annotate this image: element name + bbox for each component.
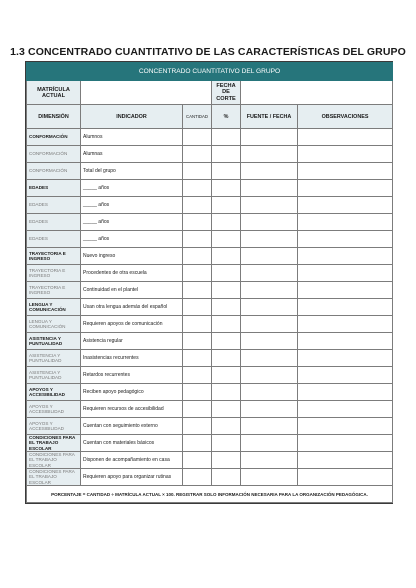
table-row <box>27 299 393 316</box>
dimension-cell: CONDICIONES PARA EL TRABAJO ESCOLAR <box>27 469 81 486</box>
porcentaje-field[interactable] <box>212 248 241 265</box>
table-banner: CONCENTRADO CUANTITATIVO DEL GRUPO <box>27 63 393 81</box>
dimension-cell: APOYOS Y ACCESIBILIDAD <box>27 401 81 418</box>
dimension-cell: ASISTENCIA Y PUNTUALIDAD <box>27 350 81 367</box>
indicador-cell: Disponen de acompañamiento en casa <box>81 452 183 469</box>
indicador-cell: _____ años <box>81 197 183 214</box>
indicador-cell: _____ años <box>81 214 183 231</box>
indicador-cell: Inasistencias recurrentes <box>81 350 183 367</box>
cantidad-field[interactable] <box>183 248 212 265</box>
matricula-value-field[interactable] <box>81 81 212 105</box>
porcentaje-field[interactable] <box>212 435 241 452</box>
fuente-fecha-field[interactable] <box>241 316 298 333</box>
observaciones-field[interactable] <box>298 248 393 265</box>
fuente-fecha-field[interactable] <box>241 214 298 231</box>
observaciones-field[interactable] <box>298 163 393 180</box>
dimension-cell: APOYOS Y ACCESIBILIDAD <box>27 418 81 435</box>
table-row <box>27 129 393 146</box>
cantidad-field[interactable] <box>183 333 212 350</box>
table-row <box>27 231 393 248</box>
header-cantidad: CANTIDAD <box>183 105 212 129</box>
table-row <box>27 333 393 350</box>
fuente-fecha-field[interactable] <box>241 469 298 486</box>
cantidad-field[interactable] <box>183 197 212 214</box>
observaciones-field[interactable] <box>298 401 393 418</box>
indicador-cell: Alumnas <box>81 146 183 163</box>
dimension-cell: LENGUA Y COMUNICACIÓN <box>27 316 81 333</box>
observaciones-field[interactable] <box>298 367 393 384</box>
table-row <box>27 163 393 180</box>
cantidad-field[interactable] <box>183 316 212 333</box>
fuente-fecha-field[interactable] <box>241 333 298 350</box>
cantidad-field[interactable] <box>183 452 212 469</box>
page-title: 1.3 CONCENTRADO CUANTITATIVO DE LAS CARACTERÍSTICAS DEL GRUPO <box>10 46 406 58</box>
indicador-cell: Continuidad en el plantel <box>81 282 183 299</box>
cantidad-field[interactable] <box>183 231 212 248</box>
dimension-cell: LENGUA Y COMUNICACIÓN <box>27 299 81 316</box>
porcentaje-field[interactable] <box>212 146 241 163</box>
porcentaje-field[interactable] <box>212 197 241 214</box>
porcentaje-field[interactable] <box>212 129 241 146</box>
indicador-cell: Asistencia regular <box>81 333 183 350</box>
observaciones-field[interactable] <box>298 350 393 367</box>
table-row <box>27 384 393 401</box>
porcentaje-field[interactable] <box>212 231 241 248</box>
cantidad-field[interactable] <box>183 146 212 163</box>
indicador-cell: _____ años <box>81 231 183 248</box>
indicador-cell: Cuentan con seguimiento externo <box>81 418 183 435</box>
indicador-cell: _____ años <box>81 180 183 197</box>
indicador-cell: Requieren recursos de accesibilidad <box>81 401 183 418</box>
cantidad-field[interactable] <box>183 384 212 401</box>
dimension-cell: TRAYECTORIA E INGRESO <box>27 282 81 299</box>
dimension-cell: EDADES <box>27 180 81 197</box>
porcentaje-field[interactable] <box>212 299 241 316</box>
porcentaje-field[interactable] <box>212 384 241 401</box>
cantidad-field[interactable] <box>183 469 212 486</box>
cantidad-field[interactable] <box>183 401 212 418</box>
observaciones-field[interactable] <box>298 469 393 486</box>
fuente-fecha-field[interactable] <box>241 129 298 146</box>
table-row <box>27 418 393 435</box>
table-row <box>27 146 393 163</box>
porcentaje-field[interactable] <box>212 333 241 350</box>
porcentaje-field[interactable] <box>212 316 241 333</box>
table-row <box>27 197 393 214</box>
indicador-cell: Cuentan con materiales básicos <box>81 435 183 452</box>
dimension-cell: ASISTENCIA Y PUNTUALIDAD <box>27 367 81 384</box>
fuente-fecha-field[interactable] <box>241 197 298 214</box>
dimension-cell: EDADES <box>27 197 81 214</box>
porcentaje-field[interactable] <box>212 265 241 282</box>
porcentaje-field[interactable] <box>212 401 241 418</box>
header-indicador: INDICADOR <box>81 105 183 129</box>
fuente-fecha-field[interactable] <box>241 163 298 180</box>
porcentaje-field[interactable] <box>212 214 241 231</box>
porcentaje-field[interactable] <box>212 163 241 180</box>
fuente-fecha-field[interactable] <box>241 435 298 452</box>
cantidad-field[interactable] <box>183 163 212 180</box>
fuente-fecha-field[interactable] <box>241 418 298 435</box>
observaciones-field[interactable] <box>298 299 393 316</box>
fuente-fecha-field[interactable] <box>241 282 298 299</box>
porcentaje-field[interactable] <box>212 350 241 367</box>
indicador-cell: Total del grupo <box>81 163 183 180</box>
indicador-cell: Requieren apoyo para organizar rutinas <box>81 469 183 486</box>
indicador-cell: Nuevo ingreso <box>81 248 183 265</box>
dimension-cell: CONFORMACIÓN <box>27 129 81 146</box>
dimension-cell: APOYOS Y ACCESIBILIDAD <box>27 384 81 401</box>
porcentaje-field[interactable] <box>212 367 241 384</box>
fuente-fecha-field[interactable] <box>241 180 298 197</box>
table-row <box>27 367 393 384</box>
table-row <box>27 452 393 469</box>
dimension-cell: TRAYECTORIA E INGRESO <box>27 265 81 282</box>
dimension-cell: EDADES <box>27 231 81 248</box>
observaciones-field[interactable] <box>298 282 393 299</box>
observaciones-field[interactable] <box>298 452 393 469</box>
cantidad-field[interactable] <box>183 282 212 299</box>
porcentaje-field[interactable] <box>212 418 241 435</box>
observaciones-field[interactable] <box>298 214 393 231</box>
header-observaciones: OBSERVACIONES <box>298 105 393 129</box>
table-row <box>27 435 393 452</box>
header-porcentaje: % <box>212 105 241 129</box>
fuente-fecha-field[interactable] <box>241 367 298 384</box>
table-row <box>27 214 393 231</box>
table-row <box>27 401 393 418</box>
table-row <box>27 350 393 367</box>
table-row <box>27 180 393 197</box>
cantidad-field[interactable] <box>183 129 212 146</box>
observaciones-field[interactable] <box>298 231 393 248</box>
cantidad-field[interactable] <box>183 350 212 367</box>
observaciones-field[interactable] <box>298 197 393 214</box>
fuente-fecha-field[interactable] <box>241 401 298 418</box>
indicador-cell: Retardos recurrentes <box>81 367 183 384</box>
observaciones-field[interactable] <box>298 435 393 452</box>
dimension-cell: CONFORMACIÓN <box>27 163 81 180</box>
cantidad-field[interactable] <box>183 180 212 197</box>
header-dimension: DIMENSIÓN <box>27 105 81 129</box>
observaciones-field[interactable] <box>298 146 393 163</box>
table-row <box>27 469 393 486</box>
concentrado-table-frame <box>25 61 393 504</box>
fuente-fecha-field[interactable] <box>241 231 298 248</box>
cantidad-field[interactable] <box>183 214 212 231</box>
table-footer-note: PORCENTAJE = CANTIDAD ÷ MATRÍCULA ACTUAL × 100. REGISTRAR SOLO INFORMACIÓN NECESARIA PARA LA ORGANIZACIÓN PEDAGÓGICA. <box>27 486 393 503</box>
matricula-label: MATRÍCULA ACTUAL <box>27 81 81 105</box>
table-row <box>27 248 393 265</box>
porcentaje-field[interactable] <box>212 469 241 486</box>
table-row <box>27 265 393 282</box>
porcentaje-field[interactable] <box>212 452 241 469</box>
concentrado-table <box>26 62 393 503</box>
observaciones-field[interactable] <box>298 180 393 197</box>
observaciones-field[interactable] <box>298 129 393 146</box>
dimension-cell: CONDICIONES PARA EL TRABAJO ESCOLAR <box>27 435 81 452</box>
fuente-fecha-field[interactable] <box>241 452 298 469</box>
indicador-cell: Reciben apoyo pedagógico <box>81 384 183 401</box>
observaciones-field[interactable] <box>298 418 393 435</box>
table-row <box>27 282 393 299</box>
indicador-cell: Usan otra lengua además del español <box>81 299 183 316</box>
dimension-cell: CONFORMACIÓN <box>27 146 81 163</box>
cantidad-field[interactable] <box>183 299 212 316</box>
header-fuente-fecha: FUENTE / FECHA <box>241 105 298 129</box>
porcentaje-field[interactable] <box>212 180 241 197</box>
fecha-corte-value-field[interactable] <box>241 81 393 105</box>
fuente-fecha-field[interactable] <box>241 265 298 282</box>
dimension-cell: ASISTENCIA Y PUNTUALIDAD <box>27 333 81 350</box>
dimension-cell: EDADES <box>27 214 81 231</box>
fuente-fecha-field[interactable] <box>241 248 298 265</box>
dimension-cell: CONDICIONES PARA EL TRABAJO ESCOLAR <box>27 452 81 469</box>
cantidad-field[interactable] <box>183 435 212 452</box>
fuente-fecha-field[interactable] <box>241 299 298 316</box>
table-row <box>27 316 393 333</box>
fuente-fecha-field[interactable] <box>241 384 298 401</box>
dimension-cell: TRAYECTORIA E INGRESO <box>27 248 81 265</box>
observaciones-field[interactable] <box>298 333 393 350</box>
observaciones-field[interactable] <box>298 265 393 282</box>
observaciones-field[interactable] <box>298 316 393 333</box>
porcentaje-field[interactable] <box>212 282 241 299</box>
indicador-cell: Requieren apoyos de comunicación <box>81 316 183 333</box>
fecha-corte-label: FECHA DE CORTE <box>212 81 241 105</box>
indicador-cell: Procedentes de otra escuela <box>81 265 183 282</box>
cantidad-field[interactable] <box>183 367 212 384</box>
cantidad-field[interactable] <box>183 265 212 282</box>
indicador-cell: Alumnos <box>81 129 183 146</box>
fuente-fecha-field[interactable] <box>241 146 298 163</box>
fuente-fecha-field[interactable] <box>241 350 298 367</box>
observaciones-field[interactable] <box>298 384 393 401</box>
cantidad-field[interactable] <box>183 418 212 435</box>
